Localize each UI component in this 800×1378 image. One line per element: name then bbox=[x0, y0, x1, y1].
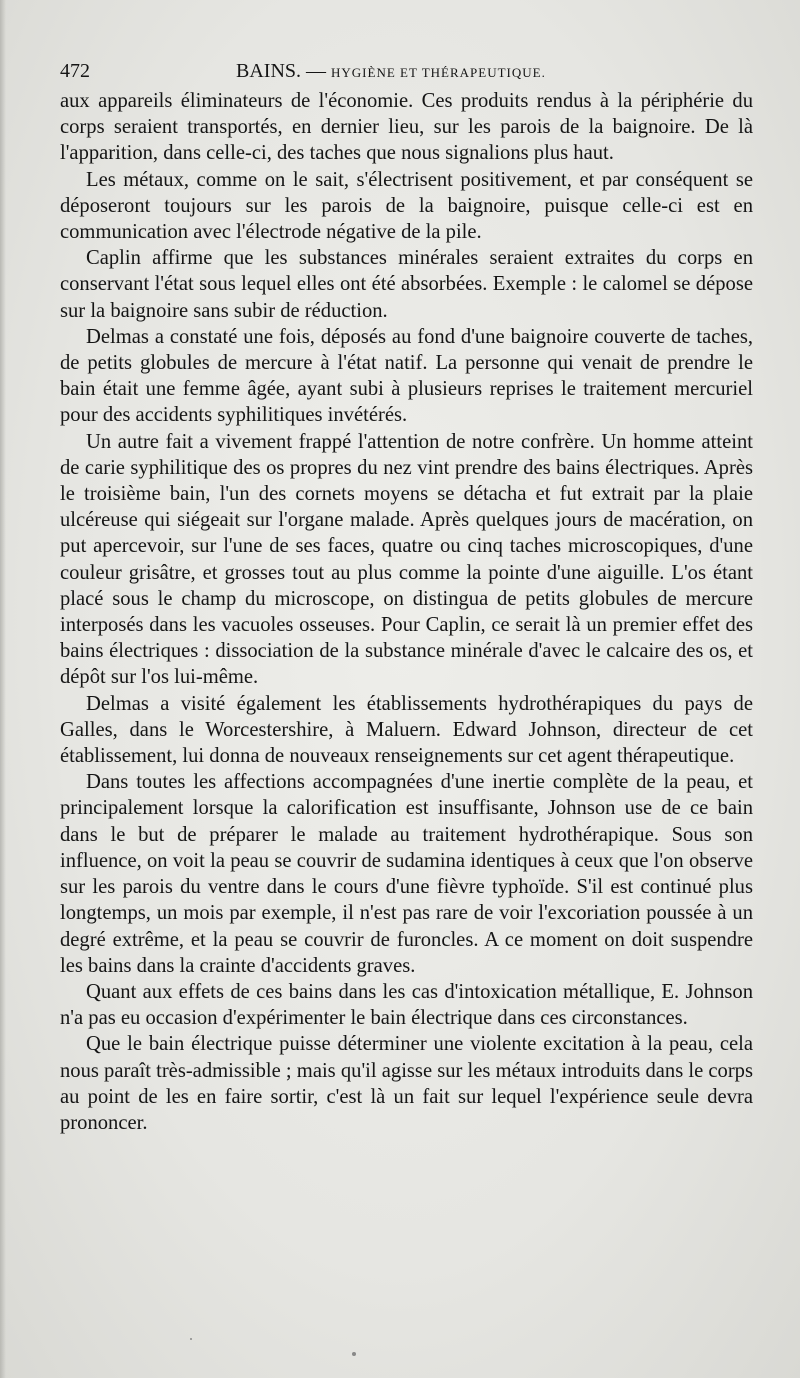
header-title-main: BAINS. bbox=[236, 60, 302, 82]
paragraph-johnson-peau: Dans toutes les affections accompagnées d'une inertie complète de la peau, et principalement lorsque la calorification est insuffisante, Johnson use de ce bain dans le but de préparer le malade au traitement hydrothérapique. Sous son influence, on voit la peau se couvrir de sudamina identiques à ceux que l'on observe sur les parois du ventre dans le cours d'une fièvre typhoïde. S'il est continué plus longtemps, un mois par exemple, il n'est pas rare de voir l'excoriation poussée à un degré extrême, et la peau se couvrir de furoncles. A ce moment on doit suspendre les bains dans la crainte d'accidents graves. bbox=[60, 771, 753, 977]
body-text bbox=[60, 88, 753, 1136]
header-title-separator: — bbox=[306, 60, 327, 82]
header-title bbox=[236, 56, 546, 88]
running-header bbox=[60, 56, 760, 86]
header-title-sub: HYGIÈNE ET THÉRAPEUTIQUE. bbox=[331, 65, 546, 80]
paragraph-intoxication: Quant aux effets de ces bains dans les cas d'intoxication métallique, E. Johnson n'a pas eu occasion d'expérimenter le bain électrique dans ces circonstances. bbox=[60, 980, 753, 1030]
paragraph-conclusion: Que le bain électrique puisse déterminer une violente excitation à la peau, cela nous paraît très-admissible ; mais qu'il agisse sur les métaux introduits dans le corps au point de les en faire sortir, c'est là un fait sur lequel l'expérience seule devra prononcer. bbox=[60, 1033, 753, 1134]
page-gutter-shadow bbox=[0, 0, 6, 1378]
paper-speck bbox=[352, 1352, 356, 1356]
paper-speck bbox=[190, 1338, 192, 1340]
page-number: 472 bbox=[60, 60, 90, 82]
paragraph-continuation: aux appareils éliminateurs de l'économie. Ces produits rendus à la périphérie du corps seraient transportés, en dernier lieu, sur les parois de la baignoire. De là l'apparition, dans celle-ci, des taches que nous signalions plus haut. bbox=[60, 90, 753, 165]
paragraph-metaux: Les métaux, comme on le sait, s'électrisent positivement, et par conséquent se déposeront toujours sur les parois de la baignoire, puisque celle-ci est en communication avec l'électrode négative de la pile. bbox=[60, 168, 753, 244]
paragraph-delmas-galles: Delmas a visité également les établissements hydrothérapiques du pays de Galles, dans le Worcestershire, à Maluern. Edward Johnson, directeur de cet établissement, lui donna de nouveaux renseignements sur cet agent thérapeutique. bbox=[60, 692, 753, 768]
paragraph-carie-syphilitique: Un autre fait a vivement frappé l'attention de notre confrère. Un homme atteint de carie syphilitique des os propres du nez vint prendre des bains électriques. Après le troisième bain, l'un des cornets moyens se détacha et fut extrait par la plaie ulcéreuse qui siégeait sur l'organe malade. Après quelques jours de macération, on put apercevoir, sur l'une de ses faces, quatre ou cinq taches microscopiques, d'une couleur grisâtre, et grosses tout au plus comme la pointe d'une aiguille. L'os étant placé sous le champ du microscope, on distingua de petits globules de mercure interposés dans les vacuoles osseuses. Pour Caplin, ce serait là un premier effet des bains électriques : dissociation de la substance minérale d'avec le calcaire des os, et dépôt sur l'os lui-même. bbox=[60, 430, 753, 689]
paragraph-delmas-mercure: Delmas a constaté une fois, déposés au fond d'une baignoire couverte de taches, de petits globules de mercure à l'état natif. La personne qui venait de prendre le bain était une femme âgée, ayant subi à plusieurs reprises le traitement mercuriel pour des accidents syphilitiques invétérés. bbox=[60, 325, 753, 427]
paragraph-caplin: Caplin affirme que les substances minérales seraient extraites du corps en conservant l'état sous lequel elles ont été absorbées. Exemple : le calomel se dépose sur la baignoire sans subir de réduction. bbox=[60, 247, 753, 322]
